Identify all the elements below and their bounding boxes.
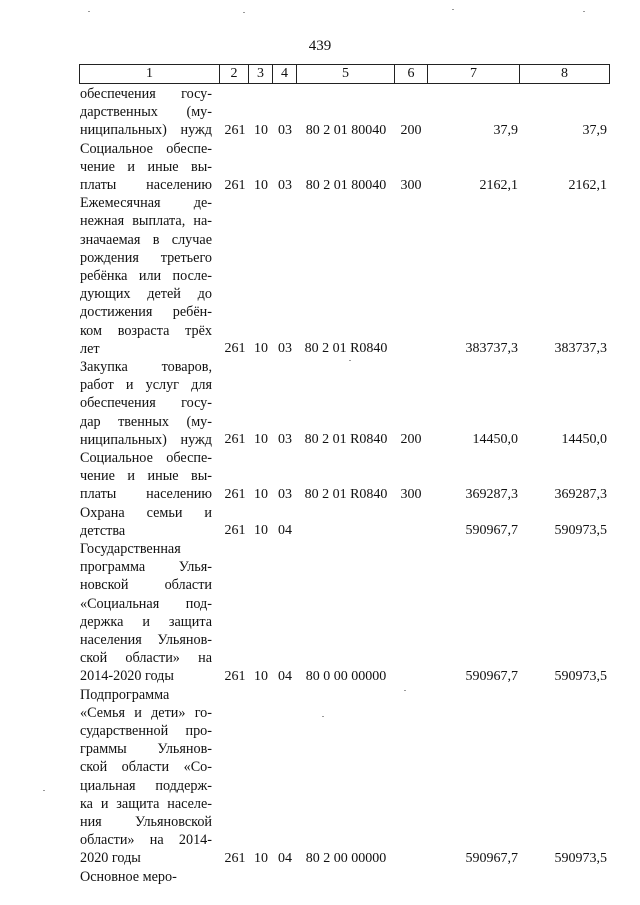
cell-c3: 10: [254, 486, 268, 502]
cell-c4: 03: [278, 341, 292, 357]
cell-c3: 10: [254, 668, 268, 684]
cell-c5: 80 2 01 R0840: [304, 341, 388, 357]
row-name-line: дарственных (му-: [80, 104, 212, 121]
row-name-line: Подпрограмма: [80, 686, 170, 703]
cell-c8: 590973,5: [554, 850, 607, 866]
row-name-line: ния Ульяновской: [80, 814, 212, 831]
cell-c8: 383737,3: [554, 341, 607, 357]
row-name-line: лет: [80, 340, 100, 357]
row-name-line: «Семья и дети» го-: [80, 704, 212, 721]
column-header-7: 7: [428, 64, 520, 84]
row-name-line: обеспечения госу-: [80, 86, 212, 102]
row-name-line: Охрана семьи и: [80, 504, 212, 521]
row-name-line: ребёнка или после-: [80, 268, 212, 284]
row-name-line: чение и иные вы-: [80, 158, 212, 175]
cell-c4: 04: [278, 668, 292, 684]
row-name-line: граммы Ульянов-: [80, 741, 212, 758]
row-name-line: обеспечения госу-: [80, 395, 212, 412]
row-name-line: рождения третьего: [80, 249, 212, 266]
row-name-line: значаемая в случае: [80, 231, 212, 248]
cell-c3: 10: [254, 177, 268, 193]
cell-c5: 80 2 00 00000: [305, 850, 387, 866]
row-name-line: ниципальных) нужд: [80, 122, 212, 139]
cell-c7: 2162,1: [479, 177, 518, 193]
cell-c3: 10: [254, 523, 268, 539]
row-name: [80, 540, 212, 686]
row-name-line: ком возраста трёх: [80, 322, 212, 339]
row-name-line: 2020 годы: [80, 850, 141, 867]
row-name-line: дар твенных (му-: [80, 413, 212, 430]
row-name: [80, 140, 212, 195]
row-name-line: достижения ребён-: [80, 304, 212, 321]
cell-c7: 14450,0: [472, 432, 518, 448]
cell-c4: 04: [278, 850, 292, 866]
cell-c3: 10: [254, 122, 268, 138]
row-name-line: программа Улья-: [80, 559, 212, 576]
cell-c5: 80 2 01 R0840: [304, 486, 388, 502]
row-name-line: населения Ульянов-: [80, 632, 212, 649]
page-number: 439: [308, 38, 332, 54]
row-name-line: новской области: [80, 577, 212, 594]
cell-c4: 03: [278, 177, 292, 193]
cell-c5: 80 2 01 80040: [305, 122, 387, 138]
row-name: [80, 358, 212, 449]
row-name-line: платы населению: [80, 486, 212, 503]
row-name: [80, 868, 212, 886]
row-name-line: детства: [80, 522, 126, 539]
cell-c7: 590967,7: [465, 668, 518, 684]
row-name: [80, 85, 212, 140]
row-name: [80, 194, 212, 358]
row-name-line: циальная поддерж-: [80, 777, 212, 794]
row-name-line: Государственная: [80, 541, 181, 557]
cell-c3: 10: [254, 850, 268, 866]
row-name-line: Ежемесячная де-: [80, 195, 212, 212]
cell-c7: 383737,3: [465, 341, 518, 357]
cell-c2: 261: [224, 122, 246, 138]
cell-c8: 590973,5: [554, 668, 607, 684]
row-name-line: чение и иные вы-: [80, 468, 212, 485]
cell-c6: 300: [400, 486, 422, 502]
cell-c4: 04: [278, 523, 292, 539]
row-name-line: ской области «Со-: [80, 759, 212, 776]
row-name: [80, 504, 212, 540]
cell-c2: 261: [224, 341, 246, 357]
row-name-line: ниципальных) нужд: [80, 431, 212, 448]
row-name-line: держка и защита: [80, 613, 212, 630]
cell-c3: 10: [254, 341, 268, 357]
cell-c2: 261: [224, 432, 246, 448]
row-name-line: ка и защита населе-: [80, 795, 212, 812]
row-name-line: Закупка товаров,: [80, 359, 212, 375]
cell-c7: 590967,7: [465, 850, 518, 866]
cell-c2: 261: [224, 850, 246, 866]
cell-c8: 2162,1: [568, 177, 607, 193]
cell-c5: 80 2 01 R0840: [304, 432, 388, 448]
column-header-6: 6: [395, 64, 428, 84]
row-name-line: Основное меро-: [80, 868, 177, 885]
cell-c6: 200: [400, 432, 422, 448]
cell-c8: 369287,3: [554, 486, 607, 502]
cell-c3: 10: [254, 432, 268, 448]
row-name-line: Социальное обеспе-: [80, 140, 212, 157]
cell-c4: 03: [278, 432, 292, 448]
cell-c7: 369287,3: [465, 486, 518, 502]
row-name-line: ской области» на: [80, 650, 212, 667]
column-header-5: 5: [297, 64, 395, 84]
cell-c8: 14450,0: [561, 432, 607, 448]
column-header-4: 4: [273, 64, 297, 84]
column-header-8: 8: [520, 64, 610, 84]
cell-c2: 261: [224, 486, 246, 502]
column-header-2: 2: [220, 64, 249, 84]
cell-c6: 200: [400, 122, 422, 138]
row-name-line: дующих детей до: [80, 286, 212, 303]
row-name-line: области» на 2014-: [80, 832, 212, 849]
row-name-line: «Социальная под-: [80, 595, 212, 612]
row-name-line: нежная выплата, на-: [80, 213, 212, 230]
cell-c8: 590973,5: [554, 523, 607, 539]
cell-c2: 261: [224, 177, 246, 193]
row-name-line: работ и услуг для: [80, 377, 212, 394]
cell-c8: 37,9: [582, 122, 607, 138]
cell-c2: 261: [224, 668, 246, 684]
row-name-line: платы населению: [80, 177, 212, 193]
column-header-3: 3: [249, 64, 273, 84]
cell-c7: 590967,7: [465, 523, 518, 539]
row-name: [80, 449, 212, 504]
cell-c4: 03: [278, 486, 292, 502]
cell-c5: 80 0 00 00000: [305, 668, 387, 684]
cell-c4: 03: [278, 122, 292, 138]
cell-c2: 261: [224, 523, 246, 539]
cell-c5: 80 2 01 80040: [305, 177, 387, 193]
row-name-line: 2014-2020 годы: [80, 668, 174, 685]
cell-c6: 300: [400, 177, 422, 193]
row-name: [80, 686, 212, 868]
row-name-line: сударственной про-: [80, 723, 212, 739]
row-name-line: Социальное обеспе-: [80, 450, 212, 466]
column-header-1: 1: [79, 64, 220, 84]
cell-c7: 37,9: [493, 122, 518, 138]
